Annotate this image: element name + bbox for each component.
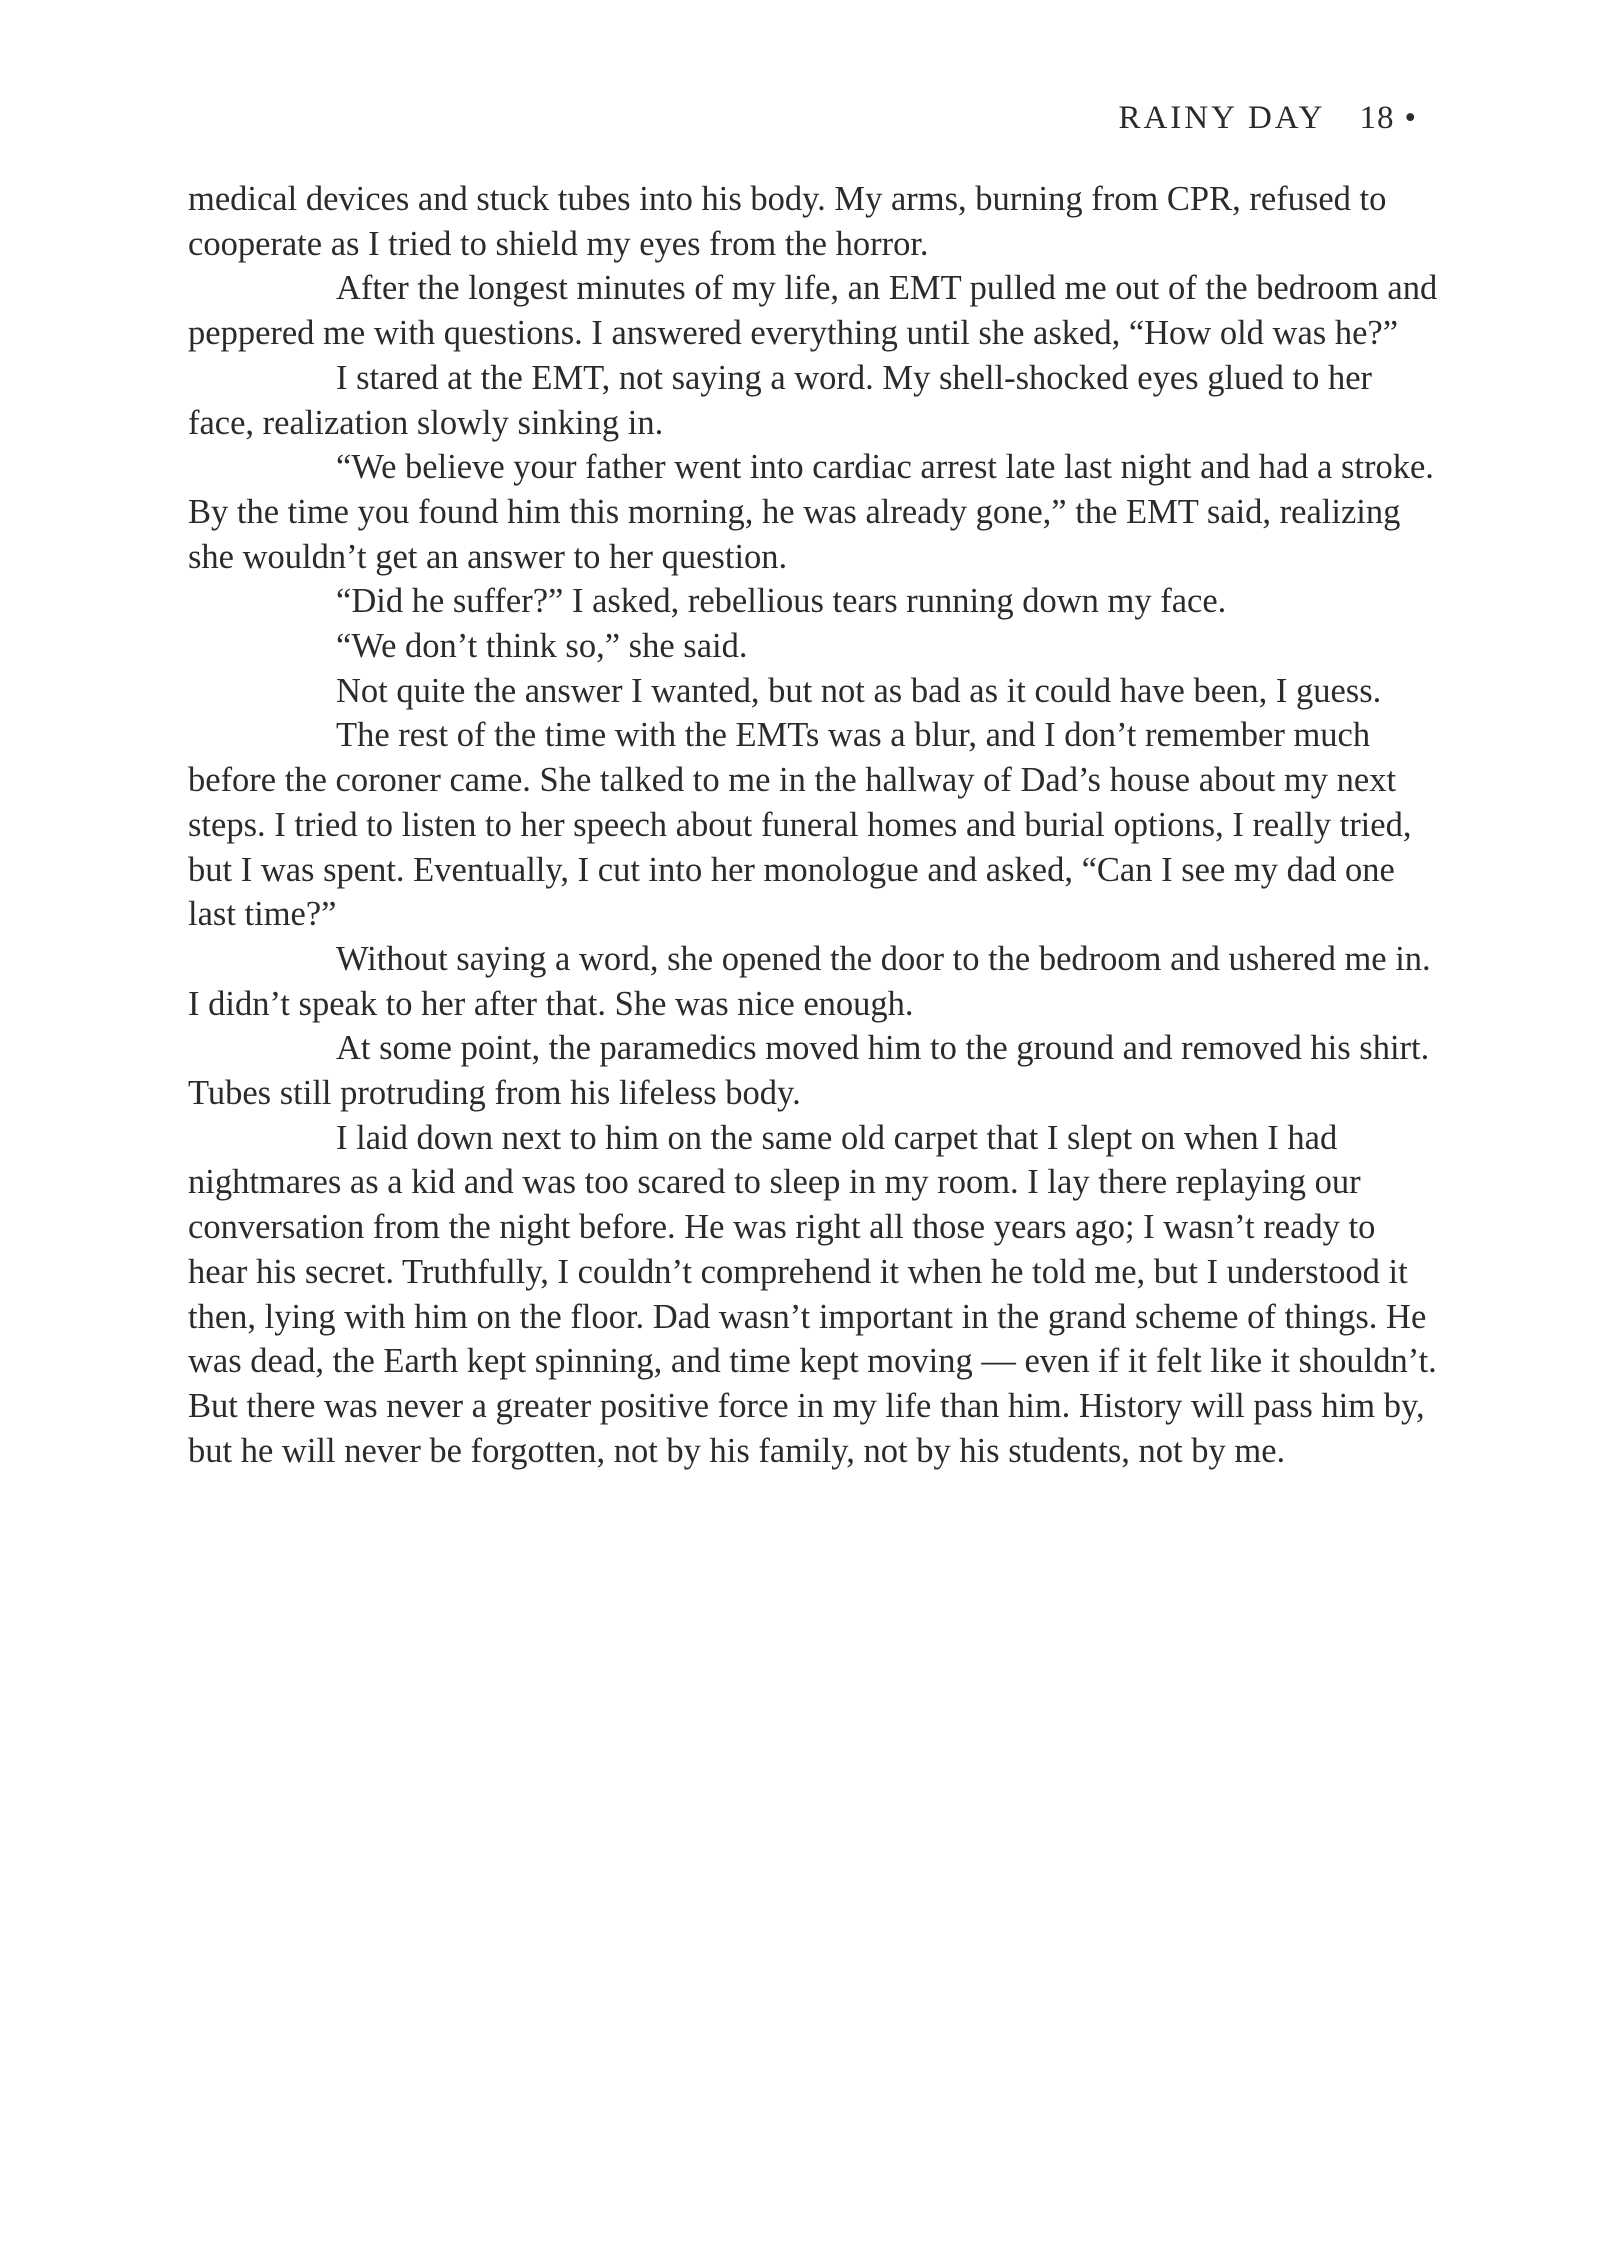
paragraph: “Did he suffer?” I asked, rebellious tears running down my face.: [336, 582, 1227, 621]
paragraph-continued: medical devices and stuck tubes into his body. My arms, burning from CPR, refused to cooperate as I tried to shield my eyes from the horror.: [188, 180, 1387, 263]
paragraph: “We don’t think so,” she said.: [336, 627, 748, 666]
running-head: [1118, 100, 1419, 137]
paragraph: I stared at the EMT, not saying a word. My shell-shocked eyes glued to her face, realization slowly sinking in.: [188, 358, 1373, 442]
paragraph: “We believe your father went into cardiac arrest late last night and had a stroke. By the time you found him this morning, he was already gone,” the EMT said, realizing she wouldn’t get an answer to her question.: [188, 448, 1434, 576]
page-number: 18: [1359, 100, 1395, 136]
paragraph: Not quite the answer I wanted, but not as bad as it could have been, I guess.: [336, 671, 1382, 710]
paragraph: The rest of the time with the EMTs was a blur, and I don’t remember much before the coroner came. She talked to me in the hallway of Dad’s house about my next steps. I tried to listen to her speech about funeral homes and burial options, I really tried, but I was spent. Eventually, I cut into her monologue and asked, “Can I see my dad one last time?”: [188, 716, 1412, 934]
running-head-title: RAINY DAY: [1118, 100, 1326, 136]
paragraph: Without saying a word, she opened the door to the bedroom and ushered me in. I didn’t speak to her after that. She was nice enough.: [188, 939, 1431, 1023]
paragraph: After the longest minutes of my life, an EMT pulled me out of the bedroom and peppered me with questions. I answered everything until she asked, “How old was he?”: [188, 269, 1438, 353]
running-head-bullet: •: [1404, 100, 1419, 136]
body-text: [188, 177, 1438, 1473]
paragraph: At some point, the paramedics moved him to the ground and removed his shirt. Tubes still protruding from his lifeless body.: [188, 1029, 1430, 1113]
paragraph: I laid down next to him on the same old carpet that I slept on when I had nightmares as a kid and was too scared to sleep in my room. I lay there replaying our conversation from the night before. He was right all those years ago; I wasn’t ready to hear his secret. Truthfully, I couldn’t comprehend it when he told me, but I understood it then, lying with him on the floor. Dad wasn’t important in the grand scheme of things. He was dead, the Earth kept spinning, and time kept moving — even if it felt like it shouldn’t. But there was never a greater positive force in my life than him. History will pass him by, but he will never be forgotten, not by his family, not by his students, not by me.: [188, 1118, 1437, 1470]
